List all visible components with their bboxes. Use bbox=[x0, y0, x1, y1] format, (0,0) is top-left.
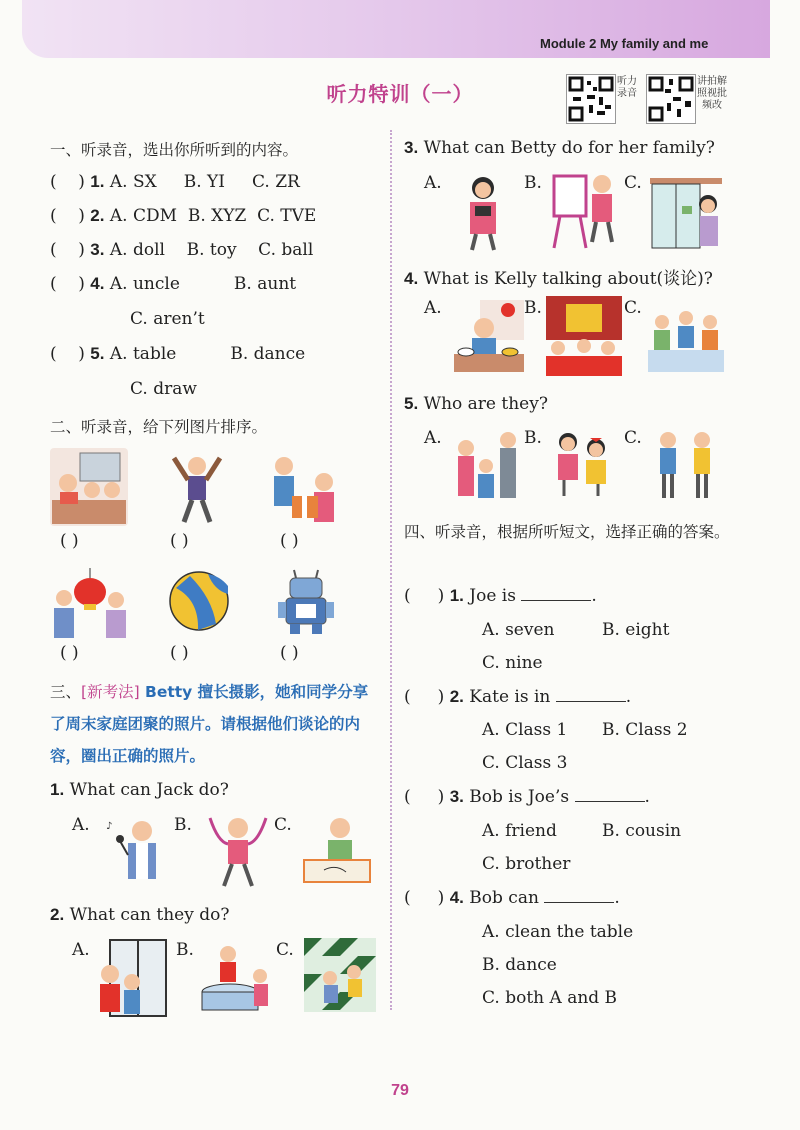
answer-blank[interactable]: ( ) bbox=[280, 531, 299, 551]
qr-code-icon[interactable] bbox=[566, 74, 616, 124]
list-item: ( ) 4. Bob can . bbox=[404, 888, 620, 908]
option-text: A. Class 1 bbox=[482, 720, 568, 740]
picture-girl-camera[interactable] bbox=[458, 172, 508, 252]
answer-blank[interactable]: ( ) bbox=[170, 643, 189, 663]
section-3-title: 三、[新考法] Betty 擅长摄影，她和同学分享了周末家庭团聚的照片。请根据他们谈论的内容，圈出正确的照片。 bbox=[50, 683, 369, 765]
picture-boy-eating[interactable] bbox=[450, 298, 526, 374]
picture-lantern bbox=[50, 568, 130, 640]
qr-label-video: 讲拍解照视批频改 bbox=[697, 76, 727, 111]
option-text: B. eight bbox=[602, 620, 670, 640]
answer-blank[interactable]: ( ) bbox=[280, 643, 299, 663]
option-a-label: A. bbox=[72, 815, 90, 835]
picture-family-dinner[interactable] bbox=[546, 296, 622, 376]
list-item: ( ) 3. Bob is Joe’s . bbox=[404, 787, 650, 807]
option-text: B. dance bbox=[482, 955, 557, 975]
question-2: 2. What can they do? bbox=[50, 905, 230, 925]
option-text: B. cousin bbox=[602, 821, 682, 841]
new-exam-tag: [新考法] bbox=[81, 683, 140, 701]
option-a-label: A. bbox=[424, 298, 442, 318]
section-2-title: 二、听录音，给下列图片排序。 bbox=[50, 418, 268, 436]
answer-blank[interactable]: ( ) bbox=[60, 531, 79, 551]
picture-dancing[interactable] bbox=[204, 812, 272, 888]
picture-family-three[interactable] bbox=[452, 426, 524, 502]
option-text: C. draw bbox=[130, 379, 197, 399]
question-4: 4. What is Kelly talking about(谈论)? bbox=[404, 269, 713, 289]
list-item: ( ) 1. A. SX B. YI C. ZR bbox=[50, 172, 300, 192]
picture-boy-jumping bbox=[168, 452, 226, 524]
picture-friends-table[interactable] bbox=[648, 304, 724, 374]
option-text: A. friend bbox=[482, 821, 557, 841]
list-item: ( ) 2. Kate is in . bbox=[404, 687, 632, 707]
picture-drawing[interactable] bbox=[300, 812, 372, 884]
column-divider bbox=[390, 130, 392, 1010]
answer-blank[interactable]: ( ) bbox=[60, 643, 79, 663]
picture-cleaning-window[interactable] bbox=[96, 938, 170, 1018]
option-a-label: A. bbox=[424, 173, 442, 193]
option-text: C. brother bbox=[482, 854, 571, 874]
picture-family-table bbox=[50, 448, 128, 526]
question-1: 1. What can Jack do? bbox=[50, 780, 229, 800]
picture-girl-cleaning-window[interactable] bbox=[648, 176, 724, 250]
option-text: A. seven bbox=[482, 620, 555, 640]
option-text: C. both A and B bbox=[482, 988, 618, 1008]
list-item: ( ) 3. A. doll B. toy C. ball bbox=[50, 240, 314, 260]
option-c-label: C. bbox=[624, 298, 642, 318]
option-text: B. Class 2 bbox=[602, 720, 688, 740]
option-text: C. aren’t bbox=[130, 309, 205, 329]
option-b-label: B. bbox=[524, 298, 542, 318]
option-a-label: A. bbox=[72, 940, 90, 960]
qr-code-icon[interactable] bbox=[646, 74, 696, 124]
option-b-label: B. bbox=[174, 815, 192, 835]
option-c-label: C. bbox=[624, 428, 642, 448]
option-text: C. nine bbox=[482, 653, 543, 673]
picture-floor-play[interactable] bbox=[304, 938, 376, 1012]
section-4-title: 四、听录音，根据所听短文，选择正确的答案。 bbox=[404, 523, 730, 541]
option-c-label: C. bbox=[274, 815, 292, 835]
option-c-label: C. bbox=[276, 940, 294, 960]
picture-table-dancing[interactable] bbox=[200, 944, 276, 1016]
option-a-label: A. bbox=[424, 428, 442, 448]
picture-gift-box bbox=[268, 452, 346, 526]
option-text: A. clean the table bbox=[482, 922, 634, 942]
option-b-label: B. bbox=[524, 173, 542, 193]
picture-girl-painting[interactable] bbox=[550, 170, 622, 250]
list-item: ( ) 2. A. CDM B. XYZ C. TVE bbox=[50, 206, 317, 226]
question-3: 3. What can Betty do for her family? bbox=[404, 138, 715, 158]
section-1-title: 一、听录音，选出你所听到的内容。 bbox=[50, 141, 299, 159]
svg-text:♪: ♪ bbox=[106, 821, 113, 832]
list-item: ( ) 4. A. uncle B. aunt bbox=[50, 274, 297, 294]
picture-singing[interactable] bbox=[102, 815, 172, 889]
picture-ball bbox=[168, 570, 230, 632]
option-b-label: B. bbox=[524, 428, 542, 448]
qr-label-audio: 听力录音 bbox=[617, 76, 637, 99]
page-number: 79 bbox=[391, 1082, 409, 1099]
list-item: ( ) 5. A. table B. dance bbox=[50, 344, 306, 364]
picture-robot bbox=[278, 568, 334, 636]
page-title: 听力特训（一） bbox=[326, 82, 474, 106]
picture-two-boys[interactable] bbox=[652, 428, 720, 500]
option-text: C. Class 3 bbox=[482, 753, 568, 773]
answer-blank[interactable]: ( ) bbox=[170, 531, 189, 551]
option-b-label: B. bbox=[176, 940, 194, 960]
question-5: 5. Who are they? bbox=[404, 394, 548, 414]
option-c-label: C. bbox=[624, 173, 642, 193]
list-item: ( ) 1. Joe is . bbox=[404, 586, 597, 606]
module-label: Module 2 My family and me bbox=[540, 36, 709, 51]
picture-two-girls[interactable] bbox=[552, 428, 614, 498]
